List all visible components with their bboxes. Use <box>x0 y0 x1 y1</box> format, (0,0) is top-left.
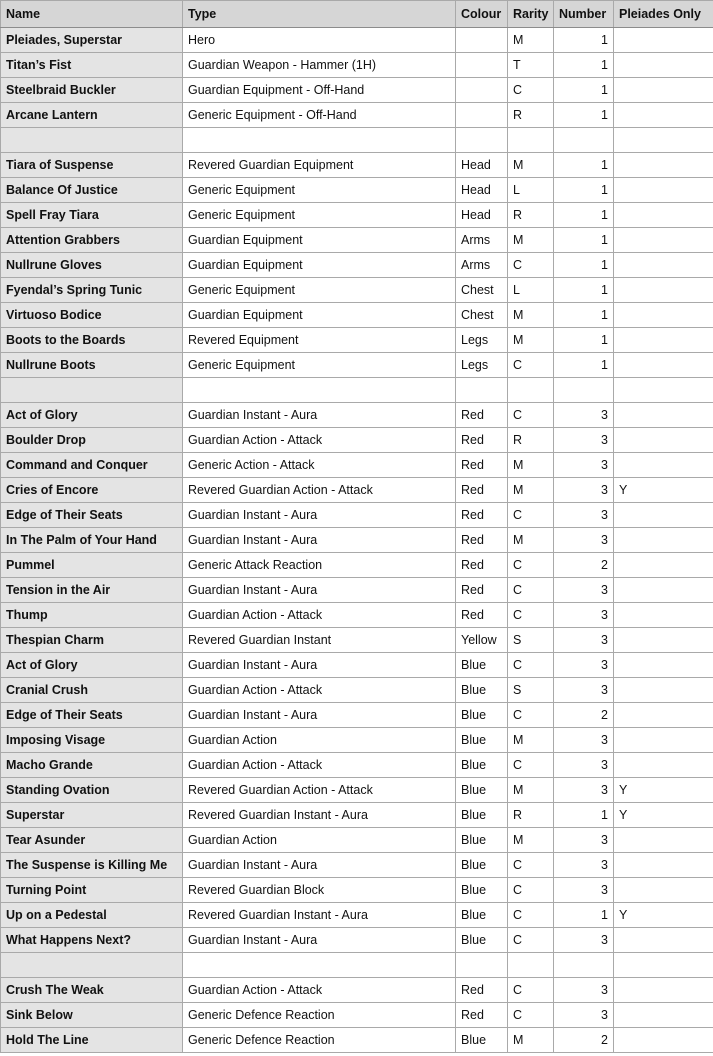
cell-pleiades-only[interactable] <box>614 378 713 403</box>
cell-name[interactable]: Steelbraid Buckler <box>1 78 183 103</box>
cell-name[interactable]: Cranial Crush <box>1 678 183 703</box>
cell-colour[interactable]: Red <box>456 528 508 553</box>
cell-pleiades-only[interactable] <box>614 428 713 453</box>
cell-number[interactable]: 1 <box>554 28 614 53</box>
cell-pleiades-only[interactable]: Y <box>614 803 713 828</box>
table-row <box>1 278 713 303</box>
cell-type[interactable]: Generic Defence Reaction <box>183 1028 456 1053</box>
cell-pleiades-only[interactable] <box>614 53 713 78</box>
cell-pleiades-only[interactable] <box>614 753 713 778</box>
table-row <box>1 678 713 703</box>
cell-pleiades-only[interactable] <box>614 828 713 853</box>
cell-type[interactable]: Guardian Equipment - Off-Hand <box>183 78 456 103</box>
cell-name[interactable] <box>1 128 183 153</box>
cell-name[interactable]: In The Palm of Your Hand <box>1 528 183 553</box>
cell-type[interactable]: Guardian Action <box>183 828 456 853</box>
cell-pleiades-only[interactable] <box>614 78 713 103</box>
cell-rarity[interactable]: S <box>508 678 554 703</box>
cell-type[interactable]: Generic Defence Reaction <box>183 1003 456 1028</box>
cell-rarity[interactable]: C <box>508 878 554 903</box>
cell-name[interactable]: Balance Of Justice <box>1 178 183 203</box>
cell-pleiades-only[interactable] <box>614 678 713 703</box>
cell-pleiades-only[interactable]: Y <box>614 478 713 503</box>
cell-pleiades-only[interactable]: Y <box>614 903 713 928</box>
table-row <box>1 478 713 503</box>
cell-name[interactable]: Nullrune Gloves <box>1 253 183 278</box>
cell-pleiades-only[interactable] <box>614 953 713 978</box>
cell-rarity[interactable]: M <box>508 328 554 353</box>
cell-number[interactable]: 3 <box>554 1003 614 1028</box>
cell-colour[interactable]: Blue <box>456 878 508 903</box>
cell-type[interactable]: Revered Guardian Action - Attack <box>183 778 456 803</box>
cell-type[interactable]: Guardian Weapon - Hammer (1H) <box>183 53 456 78</box>
cell-colour[interactable]: Chest <box>456 303 508 328</box>
table-row <box>1 703 713 728</box>
column-header-name[interactable]: Name <box>1 1 183 28</box>
cell-number[interactable]: 1 <box>554 328 614 353</box>
cell-colour[interactable]: Red <box>456 453 508 478</box>
cell-name[interactable]: Virtuoso Bodice <box>1 303 183 328</box>
cell-number[interactable]: 1 <box>554 78 614 103</box>
cell-rarity[interactable]: L <box>508 178 554 203</box>
table-row <box>1 178 713 203</box>
cell-type[interactable]: Guardian Action - Attack <box>183 678 456 703</box>
cell-colour[interactable]: Blue <box>456 653 508 678</box>
cell-colour[interactable]: Red <box>456 1003 508 1028</box>
table-row <box>1 903 713 928</box>
table-row <box>1 228 713 253</box>
cell-rarity[interactable]: M <box>508 28 554 53</box>
cell-type[interactable]: Generic Equipment <box>183 203 456 228</box>
cell-number[interactable]: 1 <box>554 153 614 178</box>
cell-rarity[interactable]: R <box>508 803 554 828</box>
cell-colour[interactable]: Blue <box>456 778 508 803</box>
cell-name[interactable]: Pummel <box>1 553 183 578</box>
cell-pleiades-only[interactable] <box>614 103 713 128</box>
table-row <box>1 853 713 878</box>
cell-colour[interactable]: Blue <box>456 928 508 953</box>
cell-name[interactable]: Boots to the Boards <box>1 328 183 353</box>
cell-number[interactable] <box>554 378 614 403</box>
table-row <box>1 428 713 453</box>
cell-type[interactable]: Revered Guardian Instant <box>183 628 456 653</box>
cell-number[interactable]: 3 <box>554 928 614 953</box>
cell-name[interactable]: Superstar <box>1 803 183 828</box>
cell-name[interactable]: Sink Below <box>1 1003 183 1028</box>
cell-type[interactable]: Guardian Instant - Aura <box>183 928 456 953</box>
cell-type[interactable]: Guardian Instant - Aura <box>183 653 456 678</box>
cell-type[interactable]: Revered Equipment <box>183 328 456 353</box>
cell-number[interactable]: 1 <box>554 203 614 228</box>
cell-pleiades-only[interactable] <box>614 28 713 53</box>
cell-type[interactable]: Generic Equipment <box>183 178 456 203</box>
cell-name[interactable]: Standing Ovation <box>1 778 183 803</box>
cell-type[interactable] <box>183 378 456 403</box>
cell-name[interactable]: Arcane Lantern <box>1 103 183 128</box>
column-header-type[interactable]: Type <box>183 1 456 28</box>
cell-rarity[interactable]: C <box>508 928 554 953</box>
cell-number[interactable]: 3 <box>554 528 614 553</box>
cell-number[interactable]: 3 <box>554 653 614 678</box>
cell-number[interactable] <box>554 953 614 978</box>
cell-type[interactable]: Guardian Action - Attack <box>183 753 456 778</box>
cell-rarity[interactable]: C <box>508 703 554 728</box>
cell-type[interactable]: Guardian Equipment <box>183 228 456 253</box>
cell-pleiades-only[interactable] <box>614 878 713 903</box>
cell-name[interactable]: Thump <box>1 603 183 628</box>
cell-name[interactable]: The Suspense is Killing Me <box>1 853 183 878</box>
cell-number[interactable]: 3 <box>554 603 614 628</box>
cell-colour[interactable]: Head <box>456 153 508 178</box>
cell-name[interactable]: Turning Point <box>1 878 183 903</box>
cell-colour[interactable]: Legs <box>456 353 508 378</box>
cell-number[interactable]: 3 <box>554 978 614 1003</box>
cell-pleiades-only[interactable] <box>614 228 713 253</box>
cell-name[interactable]: What Happens Next? <box>1 928 183 953</box>
cell-type[interactable]: Generic Equipment <box>183 353 456 378</box>
table-row <box>1 353 713 378</box>
cell-colour[interactable]: Blue <box>456 1028 508 1053</box>
cell-type[interactable] <box>183 128 456 153</box>
cell-colour[interactable]: Head <box>456 178 508 203</box>
column-header-pleiades-only[interactable]: Pleiades Only <box>614 1 713 28</box>
column-header-rarity[interactable]: Rarity <box>508 1 554 28</box>
cell-name[interactable]: Hold The Line <box>1 1028 183 1053</box>
cell-type[interactable]: Generic Action - Attack <box>183 453 456 478</box>
table-row <box>1 603 713 628</box>
cell-number[interactable]: 1 <box>554 803 614 828</box>
cell-rarity[interactable]: M <box>508 303 554 328</box>
cell-type[interactable]: Guardian Instant - Aura <box>183 528 456 553</box>
cell-pleiades-only[interactable] <box>614 253 713 278</box>
cell-colour[interactable] <box>456 28 508 53</box>
cell-rarity[interactable]: C <box>508 403 554 428</box>
cell-name[interactable]: Thespian Charm <box>1 628 183 653</box>
cell-rarity[interactable]: R <box>508 203 554 228</box>
cell-colour[interactable] <box>456 378 508 403</box>
cell-pleiades-only[interactable] <box>614 303 713 328</box>
cell-pleiades-only[interactable] <box>614 278 713 303</box>
cell-colour[interactable]: Yellow <box>456 628 508 653</box>
cell-colour[interactable]: Legs <box>456 328 508 353</box>
table-row <box>1 203 713 228</box>
cell-rarity[interactable]: C <box>508 603 554 628</box>
cell-pleiades-only[interactable] <box>614 928 713 953</box>
cell-number[interactable]: 1 <box>554 228 614 253</box>
cell-name[interactable]: Crush The Weak <box>1 978 183 1003</box>
cell-number[interactable]: 1 <box>554 178 614 203</box>
cell-name[interactable]: Nullrune Boots <box>1 353 183 378</box>
cell-type[interactable]: Guardian Equipment <box>183 253 456 278</box>
cell-number[interactable]: 3 <box>554 778 614 803</box>
cell-pleiades-only[interactable] <box>614 553 713 578</box>
cell-pleiades-only[interactable] <box>614 703 713 728</box>
cell-colour[interactable]: Arms <box>456 253 508 278</box>
cell-pleiades-only[interactable] <box>614 578 713 603</box>
cell-pleiades-only[interactable] <box>614 728 713 753</box>
cell-rarity[interactable]: C <box>508 553 554 578</box>
cell-name[interactable]: Edge of Their Seats <box>1 703 183 728</box>
table-row <box>1 328 713 353</box>
cell-rarity[interactable]: M <box>508 153 554 178</box>
cell-colour[interactable] <box>456 53 508 78</box>
cell-colour[interactable]: Red <box>456 603 508 628</box>
cell-name[interactable] <box>1 953 183 978</box>
cell-number[interactable]: 3 <box>554 628 614 653</box>
cell-rarity[interactable]: M <box>508 778 554 803</box>
table-row <box>1 553 713 578</box>
cell-number[interactable]: 3 <box>554 678 614 703</box>
cell-type[interactable]: Guardian Action - Attack <box>183 428 456 453</box>
cell-rarity[interactable]: M <box>508 828 554 853</box>
cell-type[interactable]: Guardian Action - Attack <box>183 603 456 628</box>
cell-rarity[interactable] <box>508 128 554 153</box>
cell-colour[interactable]: Chest <box>456 278 508 303</box>
cell-name[interactable]: Boulder Drop <box>1 428 183 453</box>
cell-colour[interactable] <box>456 78 508 103</box>
cell-rarity[interactable]: C <box>508 503 554 528</box>
cell-colour[interactable] <box>456 103 508 128</box>
cell-rarity[interactable]: C <box>508 853 554 878</box>
table-row <box>1 78 713 103</box>
cell-number[interactable]: 3 <box>554 403 614 428</box>
cell-pleiades-only[interactable] <box>614 203 713 228</box>
cell-name[interactable]: Tear Asunder <box>1 828 183 853</box>
cell-colour[interactable]: Blue <box>456 678 508 703</box>
cell-number[interactable]: 3 <box>554 728 614 753</box>
cell-name[interactable]: Fyendal’s Spring Tunic <box>1 278 183 303</box>
table-row <box>1 928 713 953</box>
cell-name[interactable]: Tiara of Suspense <box>1 153 183 178</box>
cell-rarity[interactable]: M <box>508 728 554 753</box>
cell-rarity[interactable]: M <box>508 453 554 478</box>
table-row <box>1 303 713 328</box>
cell-rarity[interactable]: T <box>508 53 554 78</box>
cell-pleiades-only[interactable] <box>614 128 713 153</box>
table-row <box>1 653 713 678</box>
cell-type[interactable]: Guardian Action <box>183 728 456 753</box>
cell-number[interactable]: 1 <box>554 253 614 278</box>
cell-colour[interactable]: Red <box>456 428 508 453</box>
cell-colour[interactable]: Red <box>456 578 508 603</box>
cell-number[interactable]: 3 <box>554 428 614 453</box>
cell-rarity[interactable]: C <box>508 903 554 928</box>
cell-colour[interactable]: Blue <box>456 703 508 728</box>
cell-name[interactable]: Act of Glory <box>1 653 183 678</box>
cell-type[interactable]: Generic Equipment <box>183 278 456 303</box>
table-row <box>1 153 713 178</box>
table-row <box>1 1003 713 1028</box>
cell-name[interactable]: Cries of Encore <box>1 478 183 503</box>
cell-rarity[interactable]: C <box>508 978 554 1003</box>
table-row <box>1 578 713 603</box>
cell-pleiades-only[interactable]: Y <box>614 778 713 803</box>
cell-name[interactable]: Spell Fray Tiara <box>1 203 183 228</box>
cell-pleiades-only[interactable] <box>614 178 713 203</box>
cell-type[interactable]: Guardian Instant - Aura <box>183 853 456 878</box>
cell-rarity[interactable]: L <box>508 278 554 303</box>
cell-name[interactable]: Macho Grande <box>1 753 183 778</box>
cell-pleiades-only[interactable] <box>614 528 713 553</box>
cell-number[interactable] <box>554 128 614 153</box>
table-row <box>1 453 713 478</box>
cell-colour[interactable]: Red <box>456 553 508 578</box>
header-row <box>1 1 713 28</box>
table-row <box>1 753 713 778</box>
cell-name[interactable]: Attention Grabbers <box>1 228 183 253</box>
cell-rarity[interactable]: C <box>508 653 554 678</box>
blank-row <box>1 378 713 403</box>
cell-pleiades-only[interactable] <box>614 853 713 878</box>
cell-rarity[interactable]: M <box>508 528 554 553</box>
cell-pleiades-only[interactable] <box>614 628 713 653</box>
cell-name[interactable]: Command and Conquer <box>1 453 183 478</box>
cell-type[interactable]: Revered Guardian Instant - Aura <box>183 803 456 828</box>
cell-type[interactable]: Guardian Instant - Aura <box>183 703 456 728</box>
cell-rarity[interactable]: R <box>508 103 554 128</box>
cell-rarity[interactable]: C <box>508 253 554 278</box>
table-row <box>1 803 713 828</box>
blank-row <box>1 128 713 153</box>
cell-type[interactable]: Generic Equipment - Off-Hand <box>183 103 456 128</box>
cell-number[interactable]: 3 <box>554 878 614 903</box>
cell-pleiades-only[interactable] <box>614 353 713 378</box>
cell-colour[interactable] <box>456 953 508 978</box>
cell-rarity[interactable]: C <box>508 353 554 378</box>
cell-type[interactable]: Generic Attack Reaction <box>183 553 456 578</box>
cell-type[interactable] <box>183 953 456 978</box>
cell-name[interactable]: Act of Glory <box>1 403 183 428</box>
cell-number[interactable]: 1 <box>554 303 614 328</box>
table-row <box>1 978 713 1003</box>
cell-number[interactable]: 1 <box>554 278 614 303</box>
cell-rarity[interactable]: C <box>508 1003 554 1028</box>
cell-colour[interactable]: Blue <box>456 903 508 928</box>
cell-number[interactable]: 2 <box>554 553 614 578</box>
cell-number[interactable]: 3 <box>554 853 614 878</box>
table-row <box>1 878 713 903</box>
cell-type[interactable]: Revered Guardian Equipment <box>183 153 456 178</box>
table-row <box>1 1028 713 1053</box>
cell-pleiades-only[interactable] <box>614 1003 713 1028</box>
table-row <box>1 253 713 278</box>
cell-rarity[interactable] <box>508 378 554 403</box>
cell-number[interactable]: 3 <box>554 828 614 853</box>
column-header-colour[interactable]: Colour <box>456 1 508 28</box>
cell-pleiades-only[interactable] <box>614 453 713 478</box>
cell-type[interactable]: Hero <box>183 28 456 53</box>
cell-colour[interactable]: Blue <box>456 828 508 853</box>
cell-name[interactable]: Up on a Pedestal <box>1 903 183 928</box>
cell-number[interactable]: 1 <box>554 903 614 928</box>
cell-colour[interactable]: Blue <box>456 753 508 778</box>
cell-number[interactable]: 3 <box>554 578 614 603</box>
cell-rarity[interactable]: C <box>508 78 554 103</box>
table-row <box>1 503 713 528</box>
cell-name[interactable]: Edge of Their Seats <box>1 503 183 528</box>
cell-pleiades-only[interactable] <box>614 603 713 628</box>
column-header-number[interactable]: Number <box>554 1 614 28</box>
cell-colour[interactable]: Red <box>456 403 508 428</box>
table-row <box>1 28 713 53</box>
cell-pleiades-only[interactable] <box>614 153 713 178</box>
cell-pleiades-only[interactable] <box>614 1028 713 1053</box>
cell-number[interactable]: 1 <box>554 103 614 128</box>
cell-rarity[interactable]: M <box>508 228 554 253</box>
cell-name[interactable]: Pleiades, Superstar <box>1 28 183 53</box>
cell-type[interactable]: Guardian Instant - Aura <box>183 403 456 428</box>
cell-number[interactable]: 3 <box>554 453 614 478</box>
cell-colour[interactable]: Red <box>456 503 508 528</box>
blank-row <box>1 953 713 978</box>
cell-colour[interactable]: Red <box>456 978 508 1003</box>
cell-number[interactable]: 1 <box>554 353 614 378</box>
cell-number[interactable]: 3 <box>554 753 614 778</box>
cell-colour[interactable]: Arms <box>456 228 508 253</box>
table-row <box>1 828 713 853</box>
cell-colour[interactable]: Red <box>456 478 508 503</box>
cell-rarity[interactable]: S <box>508 628 554 653</box>
cell-type[interactable]: Revered Guardian Instant - Aura <box>183 903 456 928</box>
cell-number[interactable]: 3 <box>554 503 614 528</box>
table-row <box>1 728 713 753</box>
table-row <box>1 778 713 803</box>
cell-pleiades-only[interactable] <box>614 403 713 428</box>
cell-rarity[interactable]: C <box>508 753 554 778</box>
cell-colour[interactable]: Blue <box>456 728 508 753</box>
table-row <box>1 628 713 653</box>
cell-colour[interactable]: Blue <box>456 853 508 878</box>
cell-rarity[interactable] <box>508 953 554 978</box>
cell-number[interactable]: 1 <box>554 53 614 78</box>
cell-number[interactable]: 2 <box>554 703 614 728</box>
cell-type[interactable]: Guardian Instant - Aura <box>183 578 456 603</box>
cell-type[interactable]: Guardian Action - Attack <box>183 978 456 1003</box>
cell-rarity[interactable]: R <box>508 428 554 453</box>
cell-colour[interactable] <box>456 128 508 153</box>
cell-rarity[interactable]: M <box>508 478 554 503</box>
table-row <box>1 528 713 553</box>
cell-name[interactable]: Tension in the Air <box>1 578 183 603</box>
cell-name[interactable]: Imposing Visage <box>1 728 183 753</box>
cell-name[interactable] <box>1 378 183 403</box>
cell-name[interactable]: Titan’s Fist <box>1 53 183 78</box>
cell-pleiades-only[interactable] <box>614 328 713 353</box>
cell-type[interactable]: Guardian Instant - Aura <box>183 503 456 528</box>
cell-pleiades-only[interactable] <box>614 978 713 1003</box>
table-row <box>1 403 713 428</box>
cell-number[interactable]: 3 <box>554 478 614 503</box>
cell-colour[interactable]: Blue <box>456 803 508 828</box>
cell-type[interactable]: Revered Guardian Action - Attack <box>183 478 456 503</box>
cell-pleiades-only[interactable] <box>614 653 713 678</box>
table-row <box>1 53 713 78</box>
table-body <box>1 28 713 1053</box>
cell-type[interactable]: Guardian Equipment <box>183 303 456 328</box>
cell-pleiades-only[interactable] <box>614 503 713 528</box>
table-row <box>1 103 713 128</box>
cell-rarity[interactable]: M <box>508 1028 554 1053</box>
cell-rarity[interactable]: C <box>508 578 554 603</box>
cell-colour[interactable]: Head <box>456 203 508 228</box>
cell-number[interactable]: 2 <box>554 1028 614 1053</box>
cell-type[interactable]: Revered Guardian Block <box>183 878 456 903</box>
